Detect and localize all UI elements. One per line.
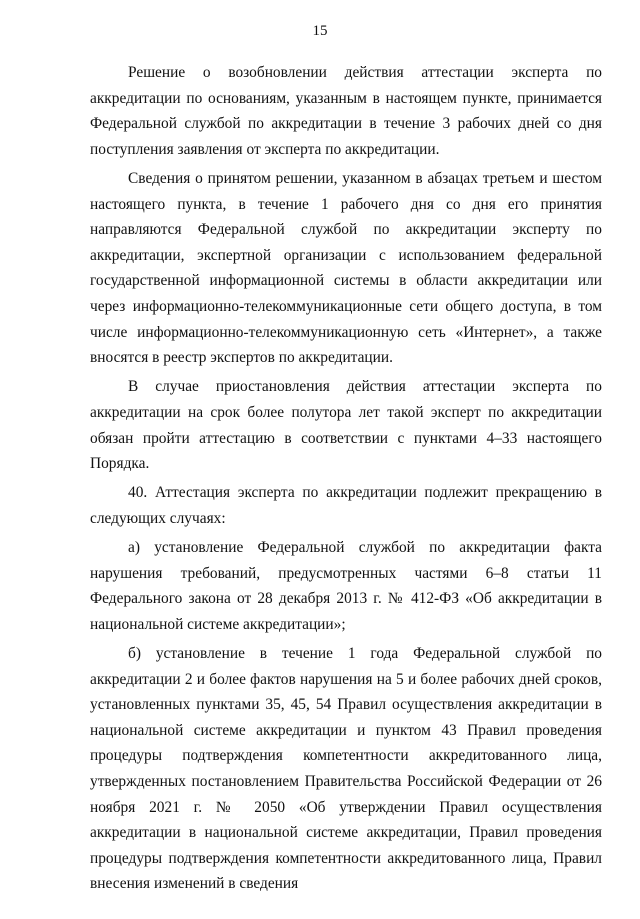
document-body (90, 60, 602, 901)
paragraph-subitem-a: а) установление Федеральной службой по аккредитации факта нарушения требований, предусмотренных частями 6–8 статьи 11 Федерального закона от 28 декабря 2013 г. № 412-ФЗ «Об аккредитации в национальной системе аккредитации»; (90, 539, 602, 633)
paragraph-decision-notification: Сведения о принятом решении, указанном в абзацах третьем и шестом настоящего пункта, в течение 1 рабочего дня со дня его принятия направляются Федеральной службой по аккредитации эксперту по аккредитации, экспертной организации с использованием федеральной государственной информационной системы в области аккредитации или через информационно-телекоммуникационные сети общего доступа, в том числе информационно-телекоммуникационную сеть «Интернет», а также вносятся в реестр экспертов по аккредитации. (90, 169, 602, 367)
paragraph-item-40: 40. Аттестация эксперта по аккредитации подлежит прекращению в следующих случаях: (90, 484, 602, 527)
paragraph-subitem-b: б) установление в течение 1 года Федеральной службой по аккредитации 2 и более фактов нарушения на 5 и более рабочих дней сроков, установленных пунктами 35, 45, 54 Правил осуществления аккредитации в национальной системе аккредитации и пунктом 43 Правил проведения процедуры подтверждения компетентности аккредитованного лица, утвержденных постановлением Правительства Российской Федерации от 26 ноября 2021 г. № 2050 «Об утверждении Правил осуществления аккредитации в национальной системе аккредитации, Правил проведения процедуры подтверждения компетентности аккредитованного лица, Правил внесения изменений в сведения (90, 645, 602, 893)
paragraph-resumption-decision: Решение о возобновлении действия аттестации эксперта по аккредитации по основаниям, указанным в настоящем пункте, принимается Федеральной службой по аккредитации в течение 3 рабочих дней со дня поступления заявления от эксперта по аккредитации. (90, 64, 602, 158)
paragraph-suspension-reattestation: В случае приостановления действия аттестации эксперта по аккредитации на срок более полутора лет такой эксперт по аккредитации обязан пройти аттестацию в соответствии с пунктами 4–33 настоящего Порядка. (90, 378, 602, 473)
page-number: 15 (312, 23, 328, 39)
